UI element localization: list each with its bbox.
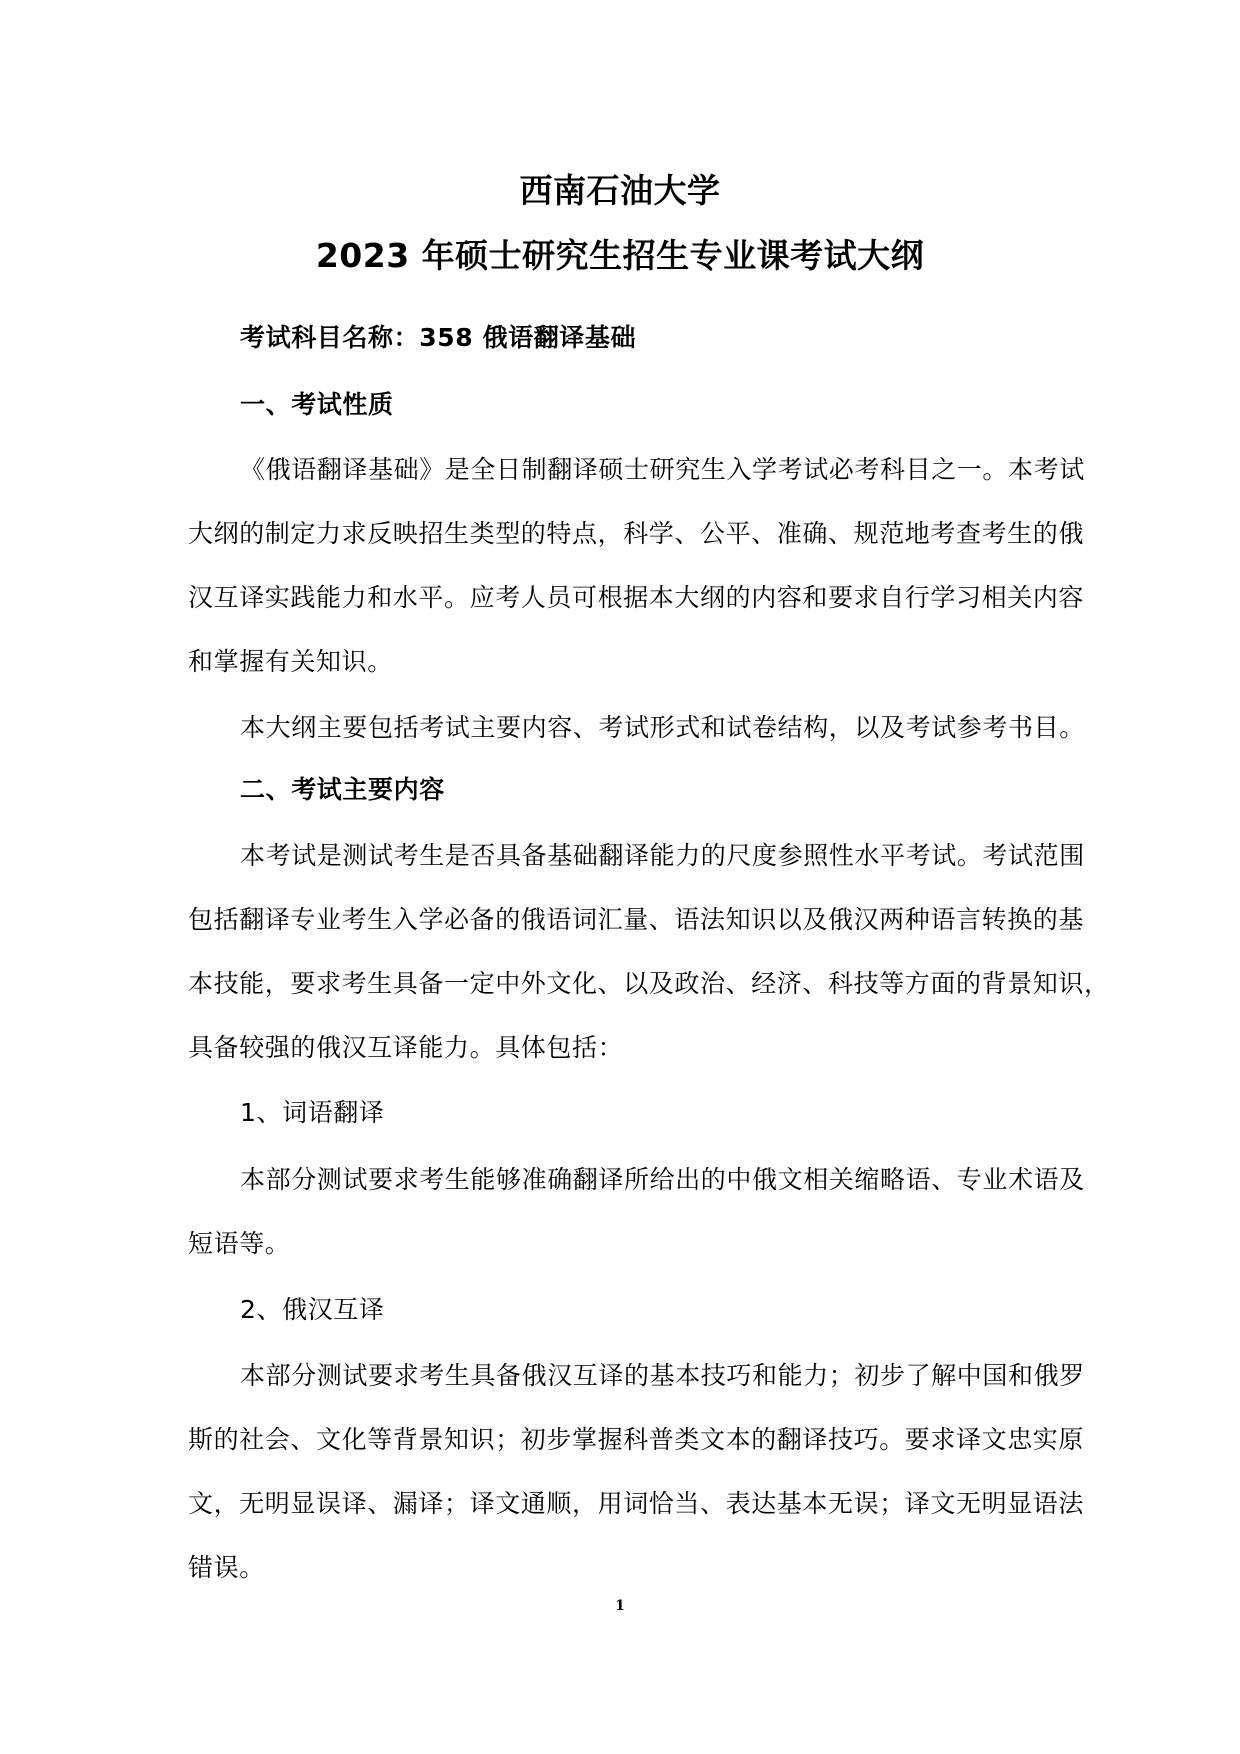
paragraph-line: 本考试是测试考生是否具备基础翻译能力的尺度参照性水平考试。考试范围 <box>240 841 1085 870</box>
paragraph-line: 斯的社会、文化等背景知识；初步掌握科普类文本的翻译技巧。要求译文忠实原 <box>188 1425 1085 1454</box>
exam-subject-name: 考试科目名称：358 俄语翻译基础 <box>240 323 637 352</box>
document-title-institution: 西南石油大学 <box>519 171 721 210</box>
paragraph-line: 本部分测试要求考生能够准确翻译所给出的中俄文相关缩略语、专业术语及 <box>240 1165 1085 1194</box>
subsection-heading-ru-zh-translation: 2、俄汉互译 <box>240 1295 385 1324</box>
paragraph-line: 错误。 <box>188 1553 265 1582</box>
paragraph-line: 本技能，要求考生具备一定中外文化、以及政治、经济、科技等方面的背景知识， <box>188 969 1110 998</box>
page-number: 1 <box>615 1598 625 1614</box>
section-heading-main-content: 二、考试主要内容 <box>240 775 445 804</box>
paragraph-line: 短语等。 <box>188 1229 291 1258</box>
paragraph-line: 包括翻译专业考生入学必备的俄语词汇量、语法知识以及俄汉两种语言转换的基 <box>188 905 1085 934</box>
document-title-main: 2023 年硕士研究生招生专业课考试大纲 <box>315 236 925 275</box>
paragraph-line: 大纲的制定力求反映招生类型的特点，科学、公平、准确、规范地考查考生的俄 <box>188 519 1085 548</box>
paragraph-line: 和掌握有关知识。 <box>188 647 393 676</box>
paragraph-line: 《俄语翻译基础》是全日制翻译硕士研究生入学考试必考科目之一。本考试 <box>240 455 1085 484</box>
paragraph-line: 具备较强的俄汉互译能力。具体包括： <box>188 1033 624 1062</box>
paragraph-line: 本大纲主要包括考试主要内容、考试形式和试卷结构，以及考试参考书目。 <box>240 713 1085 742</box>
paragraph-line: 本部分测试要求考生具备俄汉互译的基本技巧和能力；初步了解中国和俄罗 <box>240 1361 1085 1390</box>
subsection-heading-word-translation: 1、词语翻译 <box>240 1098 385 1127</box>
paragraph-line: 汉互译实践能力和水平。应考人员可根据本大纲的内容和要求自行学习相关内容 <box>188 583 1085 612</box>
paragraph-line: 文，无明显误译、漏译；译文通顺，用词恰当、表达基本无误；译文无明显语法 <box>188 1489 1085 1518</box>
section-heading-exam-nature: 一、考试性质 <box>240 390 394 419</box>
